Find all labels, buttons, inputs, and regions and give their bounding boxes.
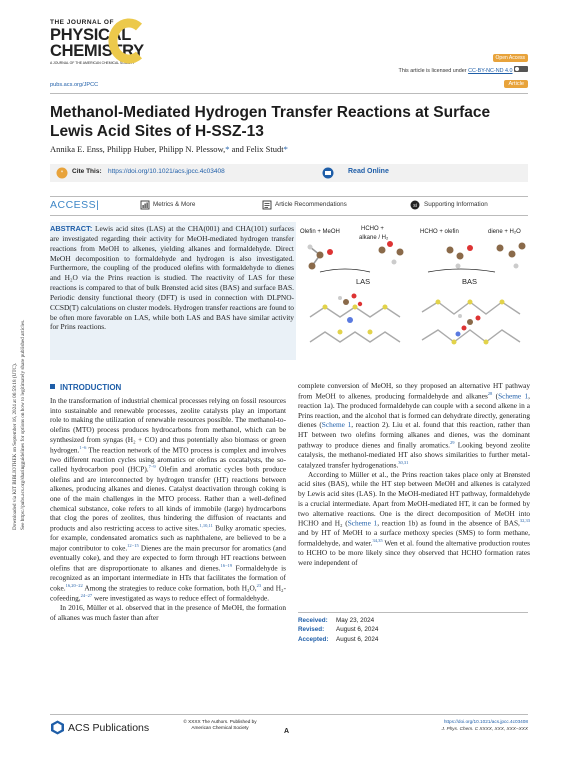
right-paragraph-1	[298, 381, 530, 470]
citation-ref[interactable]: 24−27	[80, 592, 93, 598]
toc-molecule-1	[308, 245, 334, 270]
toc-las-structure	[300, 292, 412, 356]
metrics-link[interactable]: Metrics & More	[153, 201, 196, 208]
scheme-link[interactable]: Scheme 1	[321, 420, 352, 430]
abstract	[50, 224, 294, 332]
footer-doi-link[interactable]: https://doi.org/10.1021/acs.jpcc.4c03408	[443, 719, 528, 724]
toc-las-label: LAS	[356, 277, 371, 286]
right-paragraph-2	[298, 470, 530, 568]
license-prefix: This article is licensed under	[398, 68, 467, 74]
citation-ref[interactable]: 28	[487, 390, 493, 396]
toc-bas-label: BAS	[462, 277, 478, 286]
citation-ref[interactable]: 30,31	[398, 459, 409, 465]
toc-molecule-3	[447, 245, 474, 269]
license-link[interactable]: CC-BY-NC-ND 4.0	[468, 68, 513, 74]
svg-text:“: “	[60, 170, 64, 178]
dates-divider	[298, 612, 528, 613]
toc-label-2b: alkane / H₂	[359, 235, 389, 241]
journal-c-logo-icon	[108, 18, 144, 64]
supporting-info-icon	[410, 200, 420, 210]
open-access-badge: Open Access	[493, 54, 528, 62]
citation-ref[interactable]: 16,20−22	[65, 582, 83, 588]
body-text: Looking beyond zeolite catalysis, the methanol-mediated HT also shows similarities to further metal-catalyzed transfer hydrogenations.	[298, 440, 530, 470]
toc-label-4: diene + H₂O	[488, 229, 521, 235]
intro-text: Among the strategies to reduce coke formation, both H₂O,	[82, 583, 257, 593]
acs-logo-icon	[50, 720, 65, 735]
accepted-label: Accepted:	[298, 635, 329, 643]
intro-paragraph-1	[50, 396, 286, 603]
journal-url[interactable]: pubs.acs.org/JPCC	[50, 82, 99, 88]
cite-label: Cite This:	[72, 168, 102, 175]
body-text: and by HT of MeOH to a surface methoxy species (SMS) to form methane, formaldehyde, and water.	[298, 528, 530, 548]
footer-citation	[442, 719, 528, 732]
toc-molecule-4	[497, 243, 526, 269]
section-bullet-icon	[50, 384, 55, 389]
access-top-divider	[50, 196, 528, 197]
toc-arrow-bas	[428, 269, 495, 272]
toc-arrow-las	[320, 269, 370, 272]
article-title: Methanol-Mediated Hydrogen Transfer Reactions at Surface Lewis Acid Sites of H-SSZ-13	[50, 104, 491, 140]
side-note-line-2: See https://pubs.acs.org/sharingguidelines for options on how to legitimately share published articles.	[20, 319, 26, 530]
author-list: Annika E. Enss, Philipp Huber, Philipp N. Plessow,* and Felix Studt*	[50, 144, 288, 154]
section-heading-introduction	[50, 383, 121, 392]
side-note-line-1: Downloaded via KIT BIBLIOTHEK on September 16, 2024 at 06:59:18 (UTC).	[12, 362, 18, 530]
footer-divider	[50, 714, 528, 715]
cite-icon	[56, 167, 68, 179]
intro-text: In the transformation of industrial chemical processes relying on fossil resources into sustainable and renewable processes, zeolite catalysts play an important role to making the utilization of renewable resources possible. The methanol-to-olefins (MTO) process produces hydrocarbons from methanol, which can be synthesized from syngas (H₂ + CO) and thus potentially also biomass or green hydrogen.	[50, 396, 286, 455]
citation-ref[interactable]: 1−6	[79, 444, 87, 450]
metrics-icon	[140, 200, 150, 210]
cc-license-icon	[514, 66, 528, 72]
read-online-link[interactable]: Read Online	[348, 168, 389, 175]
accepted-date: August 6, 2024	[336, 635, 379, 643]
intro-text: The reaction network of the MTO process is complex and involves two different reaction cycles using aromatics or olefins as cocatalysts, the so-called hydrocarbon pool (HCP).	[50, 445, 286, 474]
received-label: Received:	[298, 617, 328, 624]
body-text: (	[492, 391, 499, 401]
accepted-row	[298, 635, 528, 644]
abstract-lead: ABSTRACT:	[50, 224, 93, 233]
body-text: , reaction 1b) as found in the absence of BAS,	[377, 518, 520, 528]
section-heading-text: INTRODUCTION	[60, 383, 122, 392]
toc-label-1: Olefin + MeOH	[300, 229, 340, 235]
citation-ref[interactable]: 32,33	[519, 518, 530, 524]
intro-text: Olefin and aromatic cycles both produce olefins and are interconnected by hydrogen transfer (HT) reactions between alkenes, producing alkanes and dienes. Catalyst deactivation through coking is one of the main challenges in the MTO process. Rather than a well-defined chemical substance, coke refers to all kinds of immobile (large) hydrocarbons that clog the pores of zeolites, thus hindering the diffusion of reactants and products and also restricting access to active sites.	[50, 464, 286, 533]
license-line	[399, 66, 528, 74]
download-side-note	[4, 212, 34, 532]
logo-line1: PHYSICAL	[50, 25, 132, 44]
citation-ref[interactable]: 34,35	[372, 538, 383, 544]
supporting-info-link[interactable]: Supporting Information	[424, 201, 488, 208]
body-text: complete conversion of MeOH, so they proposed an alternative HT pathway from MeOH to alkenes, producing formaldehyde and alkanes	[298, 381, 530, 401]
access-label: ACCESS|	[50, 199, 100, 211]
logo-line2: CHEMISTRY	[50, 42, 144, 60]
citation-ref[interactable]: 16−19	[220, 562, 233, 568]
revised-date: August 6, 2024	[336, 626, 379, 634]
intro-text: were investigated as ways to reduce effect of formaldehyde.	[92, 593, 270, 603]
body-text: Wen et al. found the alternative production routes to HCHO to be more likely since they observed that HCHO formation rates were independent of	[298, 538, 531, 568]
logo-the: THE JOURNAL OF	[50, 19, 114, 26]
recommendations-link[interactable]: Article Recommendations	[275, 201, 347, 208]
publisher-name: ACS Publications	[68, 722, 150, 734]
copyright-line-2: American Chemical Society	[191, 725, 249, 731]
recommendations-icon	[262, 200, 272, 210]
cite-doi-link[interactable]: https://doi.org/10.1021/acs.jpcc.4c03408	[108, 168, 225, 175]
article-dates	[298, 616, 528, 644]
citation-ref[interactable]: 23	[256, 582, 262, 588]
toc-graphic	[300, 222, 530, 358]
received-row	[298, 616, 528, 625]
abstract-text: Lewis acid sites (LAS) at the CHA(001) and CHA(101) surfaces are investigated regarding their activity for MeOH-mediated hydrogen transfer reactions from MeOH to alkenes, yielding alkanes and formaldehyde. Direct MeOH decomposition to formaldehyde and hydrogen is also investigated. Furthermore, the coupling of the produced olefins with formaldehyde to dienes and H₂O via the Prins reaction is studied. The reactivity of LAS for these reactions is compared to that of bulk Brønsted acid sites (BAS) and surface BAS. Periodic density functional theory (DFT) is used in connection with DLPNO-CCSD(T) calculations on cluster models. Hydrogen transfer reactions are found to be often more favorable on LAS, while both LAS and BAS have similar activity for Prins reactions.	[50, 224, 294, 332]
body-text: , reaction 2). Liu et al. found that this reaction, rather than HT between two olefins forming alkanes and dienes, was the dominant pathway to produce dienes and finally aromatics.	[298, 420, 531, 450]
toc-molecule-2	[379, 241, 404, 265]
intro-text: and H₂-cofeeding,	[50, 583, 286, 603]
body-column-left	[50, 396, 286, 622]
access-bottom-divider	[50, 215, 528, 216]
article-type-tag: Article	[504, 80, 528, 88]
scheme-link[interactable]: Scheme 1	[498, 391, 529, 401]
toc-label-3: HCHO + olefin	[420, 229, 459, 235]
logo-subtitle: A JOURNAL OF THE AMERICAN CHEMICAL SOCIETY	[50, 60, 135, 65]
citation-ref[interactable]: 29	[449, 439, 455, 445]
intro-text: Dienes are the main precursor for aromatics (and eventually coke), and they are expected to form through HT reactions between olefins that are disproportionate to alkanes and dienes.	[50, 543, 286, 573]
copyright	[170, 719, 270, 731]
toc-label-2a: HCHO +	[361, 226, 384, 232]
copyright-line-1: © XXXX The Authors. Published by	[183, 719, 257, 724]
body-text: , reaction 1a). The produced formaldehyde can couple with a second alkene in a Prins reaction, and the alcohol that is formed can dehydrate directly, generating dienes (	[298, 391, 530, 430]
footer-journal-ref: J. Phys. Chem. C XXXX, XXX, XXX−XXX	[441, 725, 528, 731]
intro-text: Bulky aromatic species, for example, condensated aromatics such as naphthalene, are believed to be a major contributor to coke.	[50, 523, 286, 553]
svg-text:si: si	[413, 203, 417, 209]
header-divider	[50, 93, 528, 94]
intro-text: Formaldehyde is recognized as an important intermediate in HTs that facilitates the formation of coke.	[50, 563, 286, 593]
read-online-icon	[322, 167, 334, 179]
intro-paragraph-2: In 2016, Müller et al. observed that in the presence of MeOH, the formation of alkanes was much faster than after	[50, 603, 286, 622]
scheme-link[interactable]: Scheme 1	[347, 518, 378, 528]
revised-row	[298, 625, 528, 634]
body-text: According to Müller et al., the Prins reaction takes place only at Brønsted acid sites (BAS), while the HT step between MeOH and alkenes is catalyzed by Lewis acid sites (LAS). In the MeOH-mediated HT pathway, formaldehyde is a crucial intermediate. Apart from MeOH-mediated HT, it can be formed by two alternative reactions. One is the direct decomposition of MeOH into HCHO and H₂ (	[298, 469, 530, 528]
citation-ref[interactable]: 12−15	[127, 543, 139, 549]
revised-label: Revised:	[298, 626, 325, 634]
citation-ref[interactable]: 1,10,11	[199, 523, 213, 529]
toc-bas-structure	[416, 292, 530, 356]
citation-ref[interactable]: 7−9	[148, 464, 156, 470]
page-number: A	[284, 728, 290, 735]
body-column-right	[298, 381, 530, 568]
received-date: May 23, 2024	[336, 617, 375, 624]
